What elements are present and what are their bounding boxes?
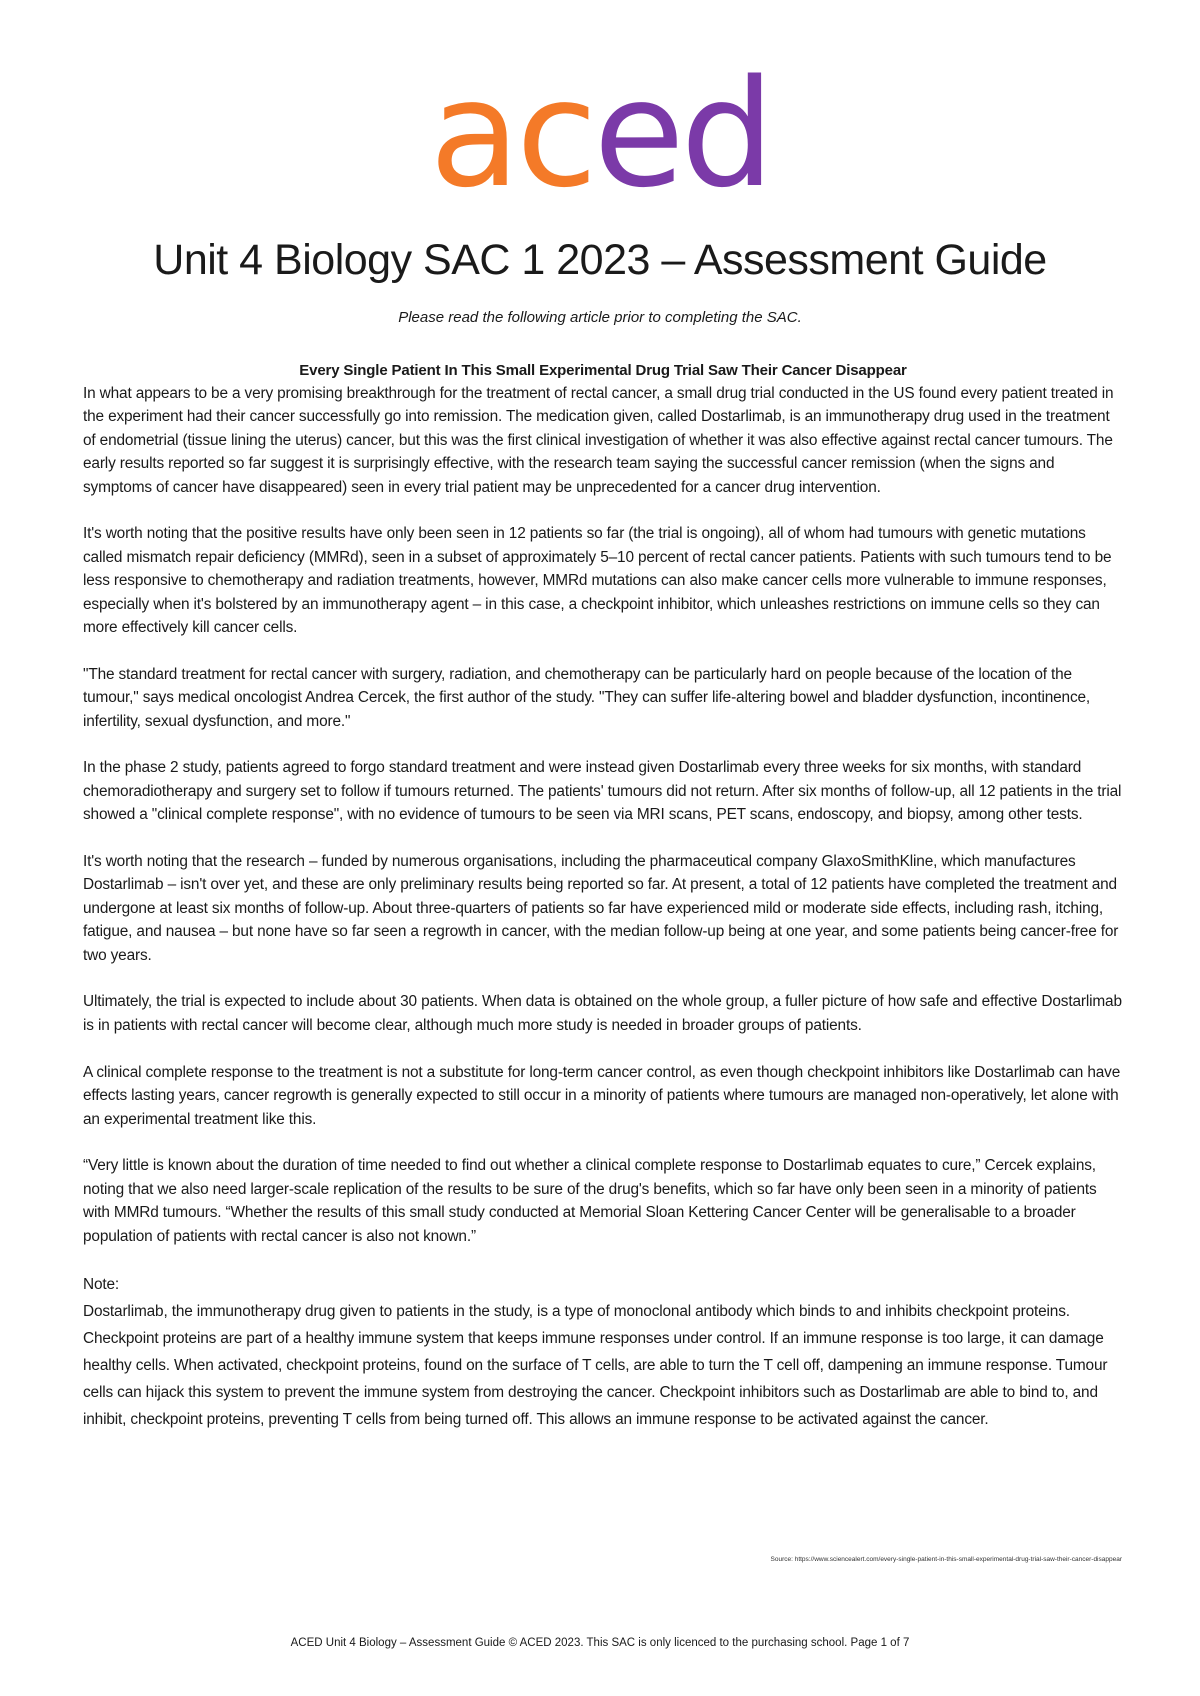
logo-part-purple: ed (593, 48, 771, 220)
article-heading: Every Single Patient In This Small Experimental Drug Trial Saw Their Cancer Disappear (299, 362, 907, 379)
page-footer: ACED Unit 4 Biology – Assessment Guide © ACED 2023. This SAC is only licenced to the purchasing school. Page 1 of 7 (290, 1637, 910, 1649)
article-paragraph-2: It's worth noting that the positive results have only been seen in 12 patients so far (the trial is ongoing), all of whom had tumours with genetic mutations called mismatch repair deficiency (MMRd), seen in a subset of approximately 5–10 percent of rectal cancer patients. Patients with such tumours tend to be less responsive to chemotherapy and radiation treatments, however, MMRd mutations can also make cancer cells more vulnerable to immune responses, especially when it's bolstered by an immunotherapy agent – in this case, a checkpoint inhibitor, which unleashes restrictions on immune cells so they can more effectively kill cancer cells. (83, 525, 1112, 637)
note-label: Note: (83, 1276, 120, 1294)
article-paragraph-4: In the phase 2 study, patients agreed to forgo standard treatment and were instead given Dostarlimab every three weeks for six months, with standard chemoradiotherapy and surgery set to follow if tumours returned. The patients' tumours did not return. After six months of follow-up, all 12 patients in the trial showed a "clinical complete response", with no evidence of tumours to be seen via MRI scans, PET scans, endoscopy, and biopsy, among other tests. (83, 759, 1122, 824)
article-paragraph-7: A clinical complete response to the treatment is not a substitute for long-term cancer control, as even though checkpoint inhibitors like Dostarlimab can have effects lasting years, cancer regrowth is generally expected to still occur in a minority of patients where tumours are managed non-operatively, let alone with an experimental treatment like this. (83, 1063, 1121, 1128)
article-paragraph-5: It's worth noting that the research – funded by numerous organisations, including the pharmaceutical company GlaxoSmithKline, which manufactures Dostarlimab – isn't over yet, and these are only preliminary results being reported so far. At present, a total of 12 patients have completed the treatment and undergone at least six months of follow-up. About three-quarters of patients so far have experienced mild or moderate side effects, including rash, itching, fatigue, and nausea – but none have so far seen a regrowth in cancer, with the median follow-up being at one year, and some patients being cancer-free for two years. (83, 853, 1119, 964)
article-paragraph-1: In what appears to be a very promising breakthrough for the treatment of rectal cancer, a small drug trial conducted in the US found every patient treated in the experiment had their cancer successfully go into remission. The medication given, called Dostarlimab, is an immunotherapy drug used in the treatment of endometrial (tissue lining the uterus) cancer, but this was the first clinical investigation of whether it was also effective against rectal cancer tumours. The early results reported so far suggest it is surprisingly effective, with the research team saying the successful cancer remission (when the signs and symptoms of cancer have disappeared) seen in every trial patient may be unprecedented for a cancer drug intervention. (83, 385, 1114, 496)
article-paragraph-6: Ultimately, the trial is expected to include about 30 patients. When data is obtained on the whole group, a fuller picture of how safe and effective Dostarlimab is in patients with rectal cancer will become clear, although much more study is needed in broader groups of patients. (83, 993, 1122, 1034)
article (83, 359, 1123, 1433)
article-paragraph-3: "The standard treatment for rectal cancer with surgery, radiation, and chemotherapy can be particularly hard on people because of the location of the tumour," says medical oncologist Andrea Cercek, the first author of the study. "They can suffer life-altering bowel and bladder dysfunction, incontinence, infertility, sexual dysfunction, and more." (83, 665, 1091, 730)
aced-logo (0, 48, 1200, 220)
note-text: Dostarlimab, the immunotherapy drug given to patients in the study, is a type of monoclonal antibody which binds to and inhibits checkpoint proteins. Checkpoint proteins are part of a healthy immune system that keeps immune responses under control. If an immune response is too large, it can damage healthy cells. When activated, checkpoint proteins, found on the surface of T cells, are able to turn the T cell off, dampening an immune response. Tumour cells can hijack this system to prevent the immune system from destroying the cancer. Checkpoint inhibitors such as Dostarlimab are able to bind to, and inhibit, checkpoint proteins, preventing T cells from being turned off. This allows an immune response to be activated against the cancer. (83, 1303, 1108, 1429)
logo-part-orange: ac (429, 48, 594, 220)
article-paragraph-8: “Very little is known about the duration of time needed to find out whether a clinical complete response to Dostarlimab equates to cure,” Cercek explains, noting that we also need larger-scale replication of the results to be sure of the drug's benefits, which so far have only been seen in a minority of patients with MMRd tumours. “Whether the results of this small study conducted at Memorial Sloan Kettering Cancer Center will be generalisable to a broader population of patients with rectal cancer is also not known.” (83, 1157, 1097, 1245)
note-section (83, 1271, 1123, 1433)
page-title: Unit 4 Biology SAC 1 2023 – Assessment Guide (153, 236, 1047, 284)
page-subtitle: Please read the following article prior to completing the SAC. (398, 309, 802, 326)
source-citation: Source: https://www.sciencealert.com/every-single-patient-in-this-small-experimental-drug-trial-saw-their-cancer-disappear (770, 1556, 1122, 1563)
